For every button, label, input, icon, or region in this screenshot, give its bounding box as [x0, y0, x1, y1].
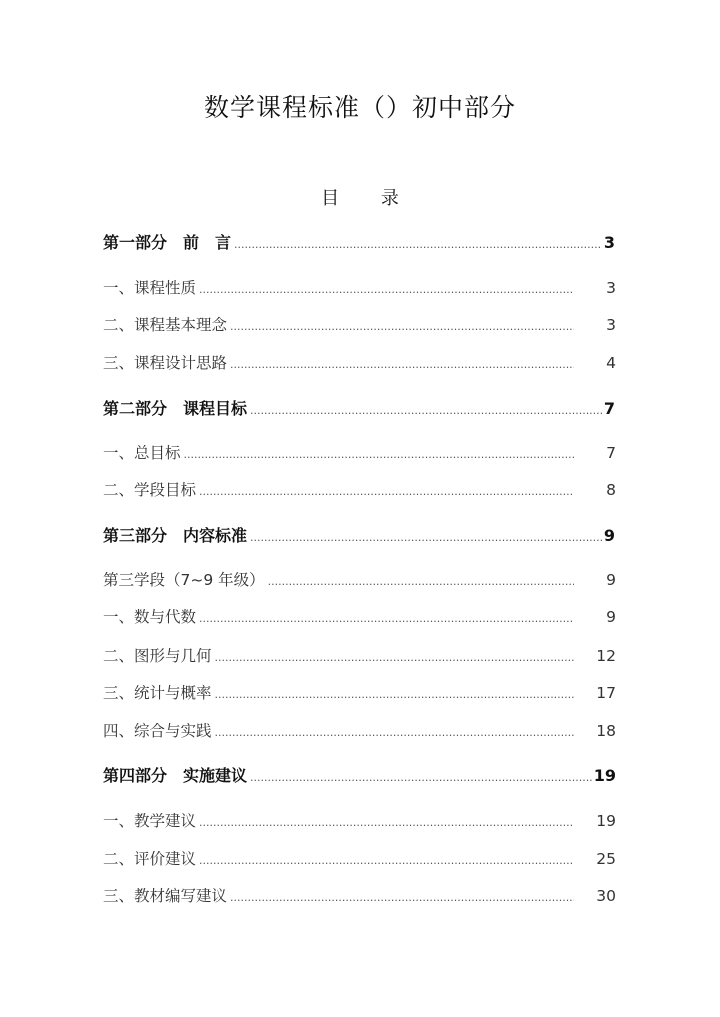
- toc-leader-dots: [230, 359, 574, 370]
- toc-entry-3-4[interactable]: [103, 719, 616, 741]
- toc-entry-page: 3: [606, 316, 616, 334]
- toc-entry-label: 三、统计与概率: [103, 684, 212, 702]
- toc-heading: 目 录: [321, 188, 417, 209]
- toc-entry-part-3[interactable]: [103, 523, 615, 546]
- toc-entry-page: 8: [606, 481, 616, 499]
- toc-leader-dots: [199, 817, 574, 828]
- toc-entry-1-3[interactable]: [103, 351, 616, 373]
- toc-leader-dots: [215, 727, 574, 738]
- toc-entry-label: 二、课程基本理念: [103, 316, 228, 334]
- toc-entry-4-1[interactable]: [103, 809, 616, 831]
- toc-entry-4-3[interactable]: [103, 884, 616, 906]
- toc-entry-part-4[interactable]: [103, 763, 616, 786]
- toc-entry-part-2[interactable]: [103, 396, 615, 419]
- toc-entry-page: 7: [606, 444, 616, 462]
- toc-entry-2-2[interactable]: [103, 478, 616, 500]
- toc-entry-page: 9: [606, 608, 616, 626]
- toc-entry-label: 一、课程性质: [103, 279, 197, 297]
- toc-entry-page: 7: [603, 399, 615, 418]
- toc-entry-page: 25: [596, 850, 616, 868]
- toc-entry-label: 第三学段（7~9 年级）: [103, 571, 265, 589]
- toc-entry-label: 四、综合与实践: [103, 722, 212, 740]
- toc-entry-page: 4: [606, 354, 616, 372]
- toc-leader-dots: [199, 613, 574, 624]
- toc-entry-label: 一、教学建议: [103, 812, 197, 830]
- toc-leader-dots: [215, 689, 574, 700]
- toc-entry-4-2[interactable]: [103, 847, 616, 869]
- toc-entry-label: 二、学段目标: [103, 481, 197, 499]
- toc-leader-dots: [184, 449, 574, 460]
- toc-leader-dots: [250, 772, 592, 783]
- toc-entry-label: 第四部分 实施建议: [103, 766, 248, 785]
- toc-entry-label: 二、评价建议: [103, 850, 197, 868]
- toc-entry-page: 9: [603, 526, 615, 545]
- toc-entry-label: 一、数与代数: [103, 608, 197, 626]
- toc-entry-3-2[interactable]: [103, 644, 616, 666]
- toc-leader-dots: [250, 532, 602, 543]
- toc-entry-label: 第一部分 前 言: [103, 233, 232, 252]
- toc-entry-3-0[interactable]: [103, 568, 616, 590]
- toc-leader-dots: [230, 321, 574, 332]
- toc-leader-dots: [199, 486, 574, 497]
- toc-leader-dots: [234, 239, 602, 250]
- toc-leader-dots: [250, 405, 602, 416]
- toc-entry-page: 12: [596, 647, 616, 665]
- toc-entry-label: 一、总目标: [103, 444, 181, 462]
- toc-entry-part-1[interactable]: [103, 230, 615, 253]
- toc-entry-label: 第三部分 内容标准: [103, 526, 248, 545]
- toc-entry-page: 18: [596, 722, 616, 740]
- toc-entry-page: 17: [596, 684, 616, 702]
- toc-entry-3-3[interactable]: [103, 681, 616, 703]
- toc-entry-3-1[interactable]: [103, 605, 616, 627]
- toc-leader-dots: [215, 652, 574, 663]
- toc-leader-dots: [268, 576, 574, 587]
- toc-leader-dots: [199, 855, 574, 866]
- toc-entry-1-1[interactable]: [103, 276, 616, 298]
- toc-entry-page: 3: [603, 233, 615, 252]
- toc-leader-dots: [199, 284, 574, 295]
- toc-entry-page: 3: [606, 279, 616, 297]
- toc-entry-label: 二、图形与几何: [103, 647, 212, 665]
- document-title: 数学课程标准（）初中部分: [203, 93, 516, 122]
- toc-entry-2-1[interactable]: [103, 441, 616, 463]
- toc-entry-page: 30: [596, 887, 616, 905]
- toc-entry-label: 第二部分 课程目标: [103, 399, 248, 418]
- toc-entry-page: 19: [596, 812, 616, 830]
- toc-entry-page: 19: [593, 766, 616, 785]
- toc-leader-dots: [230, 892, 574, 903]
- toc-entry-label: 三、教材编写建议: [103, 887, 228, 905]
- toc-entry-page: 9: [606, 571, 616, 589]
- toc-entry-label: 三、课程设计思路: [103, 354, 228, 372]
- toc-entry-1-2[interactable]: [103, 313, 616, 335]
